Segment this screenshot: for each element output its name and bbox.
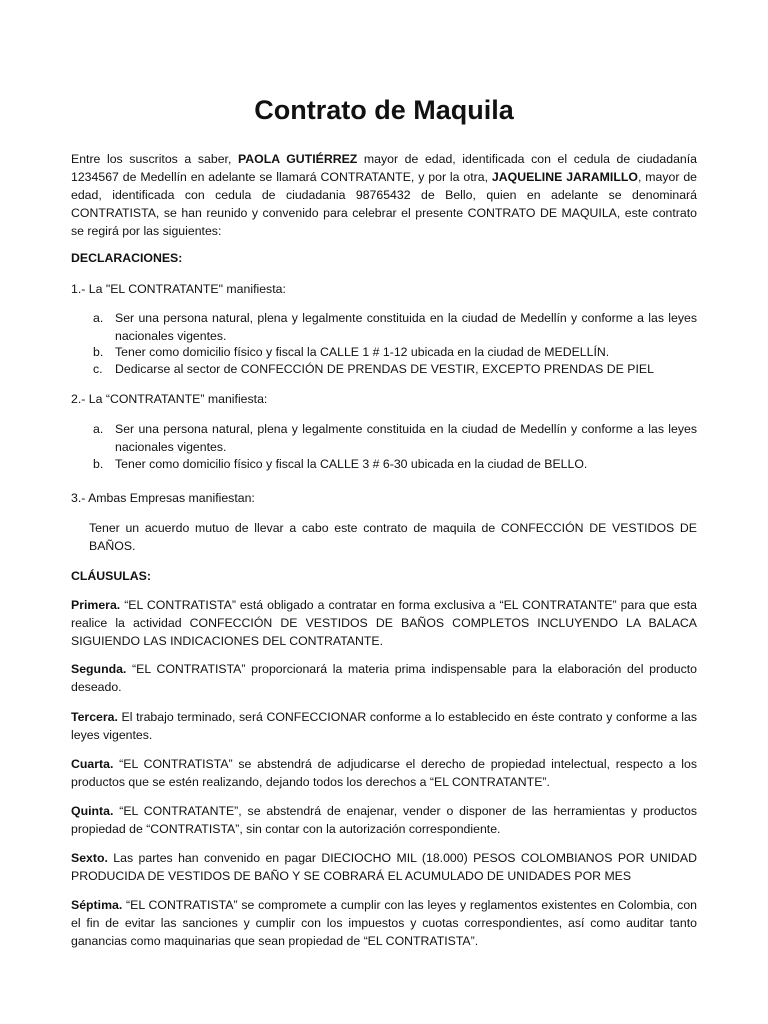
clausula-text: “EL CONTRATANTE”, se abstendrá de enajenar, vender o disponer de las herramientas y productos propiedad de “CONTRATISTA”, sin contar con la autorización correspondiente. [71,804,697,836]
clausula-text: Las partes han convenido en pagar DIECIOCHO MIL (18.000) PESOS COLOMBIANOS POR UNIDAD PRODUCIDA DE VESTIDOS DE BAÑO Y SE COBRARÁ EL ACUMULADO DE UNIDADES POR MES [71,851,697,883]
declaracion-1-item-a [93,309,697,345]
clausula-label: Cuarta. [71,757,114,771]
clausula-septima [71,896,697,950]
clausula-primera [71,596,697,650]
clausula-segunda [71,660,697,696]
clausula-quinta [71,802,697,838]
party-name-contratante: PAOLA GUTIÉRREZ [237,152,358,166]
list-marker: c. [93,362,103,376]
clausula-text: “EL CONTRATISTA” se compromete a cumplir con las leyes y reglamentos existentes en Colombia, con el fin de evitar las sanciones y cumplir con los impuestos y cuotas correspondientes, así como auditar tanto ganancias como maquinarias que sean propiedad de “EL CONTRATISTA”. [71,898,697,948]
clausula-text: “EL CONTRATISTA” está obligado a contratar en forma exclusiva a “EL CONTRATANTE” para que esta realice la actividad CONFECCIÓN DE VESTIDOS DE BAÑOS COMPLETOS INCLUYENDO LA BALACA SIGUIENDO LAS INDICACIONES DEL CONTRATANTE. [71,598,697,648]
list-marker: a. [93,311,104,325]
clausula-label: Segunda. [71,662,127,676]
intro-text-1: Entre los suscritos a saber, [71,152,238,166]
party-name-contratista: JAQUELINE JARAMILLO [491,170,638,184]
declaracion-2-heading: 2.- La “CONTRATANTE” manifiesta: [71,392,268,406]
list-item-text: Tener como domicilio físico y fiscal la CALLE 3 # 6-30 ubicada en la ciudad de BELLO. [115,457,588,471]
clausula-tercera [71,708,697,744]
list-marker: b. [93,345,104,359]
clausula-sexto [71,849,697,885]
declaracion-2-item-a [93,420,697,456]
clausula-text: “EL CONTRATISTA” proporcionará la materia prima indispensable para la elaboración del producto deseado. [71,662,697,694]
list-item-text: Ser una persona natural, plena y legalmente constituida en la ciudad de Medellín y conforme a las leyes nacionales vigentes. [115,422,697,454]
clausula-label: Quinta. [71,804,114,818]
declaracion-1-heading: 1.- La "EL CONTRATANTE" manifiesta: [71,282,286,296]
declaracion-1-item-c [93,360,697,378]
declaracion-3-heading: 3.- Ambas Empresas manifiestan: [71,491,255,505]
list-item-text: Ser una persona natural, plena y legalmente constituida en la ciudad de Medellín y conforme a las leyes nacionales vigentes. [115,311,697,343]
declaraciones-heading: DECLARACIONES: [71,251,183,265]
clausula-text: El trabajo terminado, será CONFECCIONAR conforme a lo establecido en éste contrato y conforme a las leyes vigentes. [71,710,697,742]
intro-text-3: , mayor de edad, identificada con cedula de ciudadania 98765432 de Bello, quien en adelante se denominará CONTRATISTA, se han reunido y convenido para celebrar el presente CONTRATO DE MAQUILA, este contrato se regirá por las siguientes: [71,170,697,238]
clausula-cuarta [71,755,697,791]
declaracion-1-item-b [93,343,697,361]
list-marker: a. [93,422,104,436]
list-marker: b. [93,457,104,471]
declaracion-3-text: Tener un acuerdo mutuo de llevar a cabo este contrato de maquila de CONFECCIÓN DE VESTIDOS DE BAÑOS. [89,521,697,553]
intro-paragraph [71,150,697,240]
list-item-text: Tener como domicilio físico y fiscal la CALLE 1 # 1-12 ubicada en la ciudad de MEDELLÍN. [115,345,610,359]
clausula-text: “EL CONTRATISTA” se abstendrá de adjudicarse el derecho de propiedad intelectual, respecto a los productos que se estén realizando, dejando todos los derechos a “EL CONTRATANTE”. [71,757,697,789]
clausulas-heading: CLÁUSULAS: [71,569,151,583]
intro-text-2: mayor de edad, identificada con el cedula de ciudadanía 1234567 de Medellín en adelante se llamará CONTRATANTE, y por la otra, [71,152,698,184]
clausula-label: Séptima. [71,898,123,912]
page-title: Contrato de Maquila [254,95,514,125]
clausula-label: Tercera. [71,710,118,724]
list-item-text: Dedicarse al sector de CONFECCIÓN DE PRENDAS DE VESTIR, EXCEPTO PRENDAS DE PIEL [115,362,654,376]
declaracion-2-item-b [93,455,697,473]
clausula-label: Primera. [71,598,121,612]
clausula-label: Sexto. [71,851,108,865]
